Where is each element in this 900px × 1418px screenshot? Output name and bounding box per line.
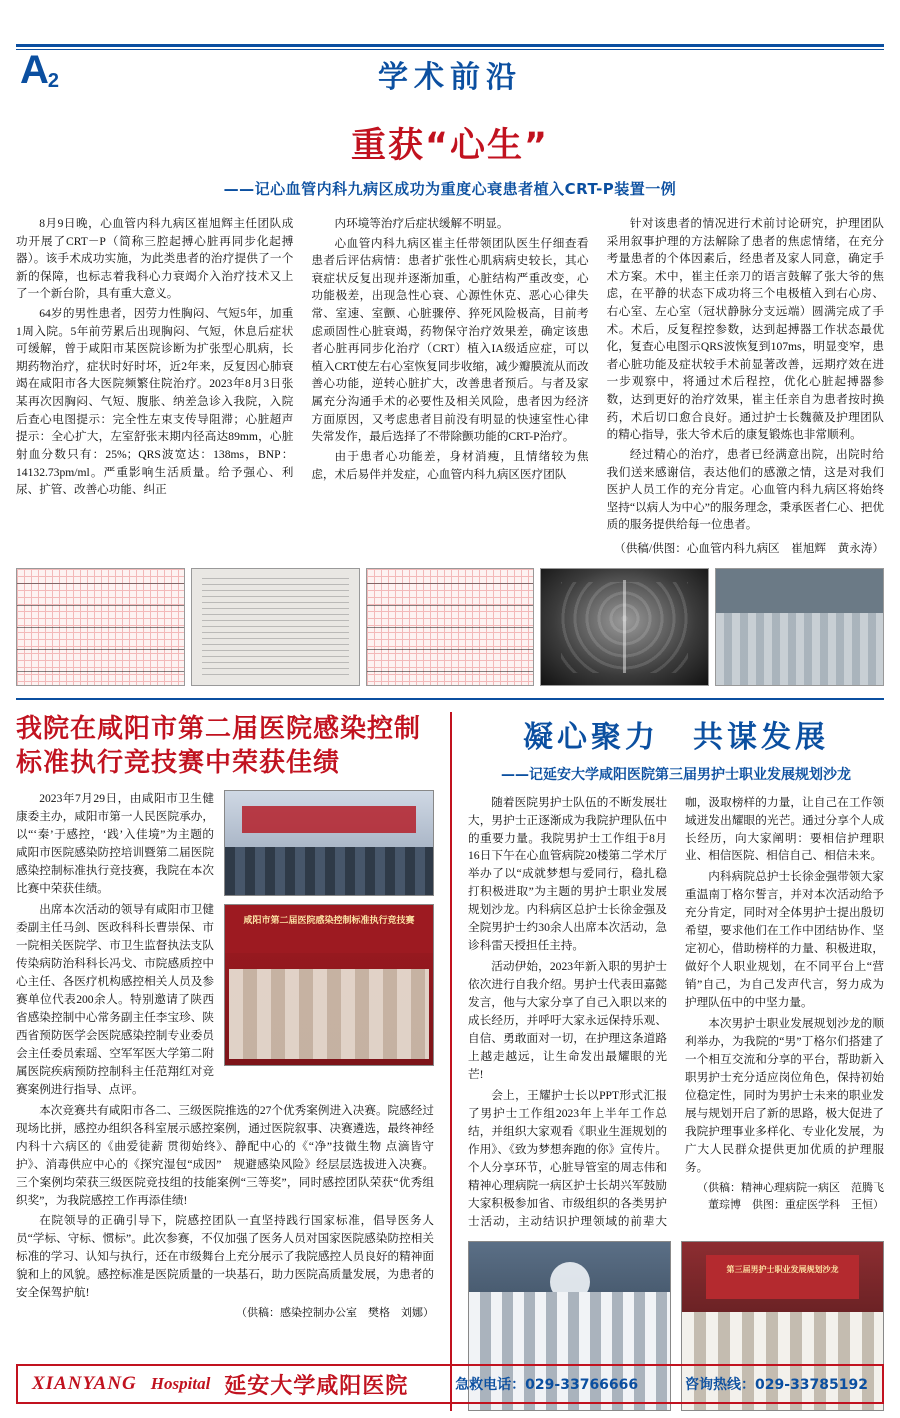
lead-credit: （供稿/供图：心血管内科九病区 崔旭辉 黄永涛） (614, 541, 884, 555)
conference-seats (225, 847, 433, 895)
right-article-credit: （供稿：精神心理病院一病区 范腾飞 董琮博 供图：重症医学科 王恒） (697, 1181, 895, 1211)
lead-column-2 (311, 215, 588, 560)
ecg-trace-2 (367, 569, 534, 685)
paragraph: 本次竞赛共有咸阳市各二、三级医院推选的27个优秀案例进入决赛。院感经过现场比拼，感控办组织各科室展示感控案例，通过医院叙事、决赛遴选，最终神经内科十六病区的《曲爱徒薪 贯彻始终》、静配中心的《“净”技微生物 点滴皆守护》、消毒供应中心的《探究湿包“成因” 规避感染风险》经层层选拔进入决赛。三个案例均荣获三级医院竞技组的技能案例“三等奖”，同时感控团队荣获“优秀组织奖”，为我院感控工作再添佳绩! (16, 1103, 434, 1207)
team-people (716, 613, 883, 685)
paragraph: 2023年7月29日，由咸阳市卫生健康委主办，咸阳市第一人民医院承办，以“‘秦’于感控，‘践’入佳境”为主题的咸阳市医院感染防控培训暨第二届医院感染控制标准执行竞技赛，我院在本次比赛中荣获佳绩。 (16, 792, 214, 896)
lead-photo-strip (16, 568, 884, 686)
ecg-photo-2 (366, 568, 535, 686)
emergency-phone: 急救电话：029-33766666 (455, 1377, 639, 1393)
masthead-rule-thin (16, 49, 884, 50)
footer-bar (16, 1364, 884, 1404)
left-article-headline: 我院在咸阳市第二届医院感染控制标准执行竞技赛中荣获佳绩 (16, 713, 422, 778)
ecg-photo (16, 568, 185, 686)
paragraph: 会上，王耀护士长以PPT形式汇报了男护士工作组2023年上半年工作总结，并组织大家观看《职业生涯规划的作用》、《致为梦想奔跑的你》宣传片。个人分享环节，心脏导管室的周志伟和精神心理病院一病区护士长胡兴军鼓励大家积极参加省、市级组织的各类男护士活动，主动结识护理领域的前辈大咖，汲取榜样的力量，让自己在工作领域迸发出耀眼的光芒。通过分享个人成长经历，向大家阐明：要相信护理职业、相信医院、相信自己、相信未来。 (468, 795, 884, 1228)
ecg-trace (17, 569, 184, 685)
left-article-body (16, 790, 434, 1322)
brand-hospital-en: Hospital (150, 1374, 211, 1393)
report-photo (191, 568, 360, 686)
section-divider (16, 698, 884, 700)
stage-screen (706, 1255, 859, 1299)
masthead-rule-thick (16, 44, 884, 47)
report-lines (202, 578, 349, 675)
award-people (229, 969, 429, 1059)
brand-city: XIANYANG (32, 1373, 137, 1394)
paragraph: 8月9日晚，心血管内科九病区崔旭辉主任团队成功开展了CRT－P（简称三腔起搏心脏再同步化起搏器）。该手术成功实施，为此类患者的治疗提供了一个新的保障，也标志着我科心力衰竭介入治疗技术又上了一个新台阶，具有重大意义。 (16, 217, 294, 301)
paragraph: 随着医院男护士队伍的不断发展壮大，男护士正逐渐成为我院护理队伍中的重要力量。我院男护士工作组于8月16日下午在心血管病院20楼第二学术厅举办了以“成就梦想与爱同行，稳扎稳打积极进取”为主题的男护士职业发展规划沙龙。内科病区总护士长徐金强及全院男护士约30余人出席本次活动，急诊科雷天授担任主持。 (468, 795, 667, 953)
award-stage (225, 905, 433, 953)
page-number-digit: 2 (47, 70, 59, 92)
left-article (16, 712, 434, 1411)
lead-columns (16, 215, 884, 560)
paragraph: 针对该患者的情况进行术前讨论研究，护理团队采用叙事护理的方法解除了患者的焦虑情绪，在充分考量患者的个体因素后，经患者及家人同意，确定手术方案。术中，崔主任亲刀的语言鼓解了张大爷的焦虑，在平静的状态下成功将三个电极植入到右心房、右心室、左心室（冠状静脉分支远端）圆满完成了手术。术后，反复程控参数，达到起搏器工作状态最优化，复查心电图示QRS波恢复到107ms，明显变窄，患者心脏功能及症状较手术前显著改善，远期疗效在进一步观察中，将通过术后程控，优化心脏起搏器参数，达到更好的治疗效果，崔主任亲自为患者按时换药，术后切口愈合良好。通过护士长魏薇及护理团队的精心指导，张大爷术后的康复锻炼也非常顺利。 (606, 217, 884, 442)
award-photo (224, 904, 434, 1066)
brand-hospital-cn: 延安大学咸阳医院 (224, 1373, 409, 1399)
xray-spine (623, 580, 626, 673)
hotline-phone: 咨询热线：029-33785192 (685, 1377, 868, 1393)
newspaper-page (0, 44, 900, 1418)
conference-photo (224, 790, 434, 896)
masthead (16, 44, 884, 100)
paragraph: 64岁的男性患者，因劳力性胸闷、气短5年，加重1周入院。5年前劳累后出现胸闷、气短，休息后症状可缓解，曾于咸阳市某医院诊断为扩张型心肌病，长期药物治疗，症状时好时坏，近2年来，反复因心肺衰竭在咸阳市各大医院频繁住院治疗。2023年8月3日张某再次因胸闷、气短、腹胀、纳差急诊入我院，入院后查心电图提示：完全性左束支传导阻滞；心脏超声提示：全心扩大，左室舒张末期内径高达89mm，心脏射血分数只有：25%；QRS波宽达：138ms，BNP：14132.73pm/ml。严重影响生活质量。给予强心、利尿、扩管、改善心功能、纠正 (16, 307, 294, 497)
paragraph: 心血管内科九病区崔主任带领团队医生仔细查看患者后评估病情：患者扩张性心肌病病史较长，其心衰症状反复出现并逐渐加重，心脏结构严重改变，心功能极差，出现急性心衰、心源性休克、恶心心律失常、室速、室颤、心脏骤停、猝死风险极高，目前考虑顽固性心脏衰竭，药物保守治疗效果差，确定该患者心脏再同步化治疗（CRT）植入IA级适应症，可以植入CRT使左右心室恢复同步收缩，减少瓣膜流从而改善心功能，逆转心脏扩大，改善患者预后。与者及家属充分沟通手术的必要性及相关风险，患者因为经济方面原因，又考虑患者目前没有明显的快速室性心律失常发作，最后选择了不带除颤功能的CRT-P治疗。 (311, 236, 589, 444)
section-title: 学术前沿 (378, 60, 522, 95)
column-separator (450, 712, 452, 1411)
chest-xray-photo (540, 568, 709, 686)
page-number-letter: A (20, 48, 48, 92)
right-article-subheadline: ——记延安大学咸阳医院第三届男护士职业发展规划沙龙 (501, 766, 851, 783)
paragraph: 内环境等治疗后症状缓解不明显。 (334, 217, 509, 230)
paragraph: 由于患者心功能差，身材消瘦，且情绪较为焦虑，术后易伴并发症，心血管内科九病区医疗团队 (311, 449, 589, 481)
conference-banner (242, 806, 417, 833)
left-article-credit: （供稿：感染控制办公室 樊格 刘娜） (236, 1307, 434, 1320)
lead-subheadline: ——记心血管内科九病区成功为重度心衰患者植入CRT-P装置一例 (223, 180, 677, 198)
team-photo (715, 568, 884, 686)
left-article-images (224, 790, 434, 1074)
paragraph: 在院领导的正确引导下，院感控团队一直坚持践行国家标准，倡导医务人员“学标、守标、惯标”。此次参赛，不仅加强了医务人员对国家医院感染防控相关标准的学习、认知与执行，还在市级舞台上充分展示了我院感控人员良好的精神面貌和上的风貌。感控标准是医院质量的一块基石，助力医院高质量发展，为患者的安全保驾护航! (16, 1214, 434, 1300)
paragraph: 活动伊始，2023年新入职的男护士依次进行自我介绍。男护士代表田嘉懿发言，他与大家分享了自己入职以来的成长经历，并呼吁大家永远保持乐观、自信、勇敢面对一切，在护理这条道路上越走越远，让生命发出最耀眼的光芒! (468, 960, 667, 1082)
right-article (468, 712, 895, 1411)
paragraph: 经过精心的治疗，患者已经满意出院，出院时给我们送来感谢信，表达他们的感激之情，这是对我们医护人员工作的充分肯定。心血管内科九病区将始终坚持“以病人为中心”的服务理念，秉承医者仁心、把优质的服务提供给每一位患者。 (606, 447, 884, 532)
stage-screen-text: 第三届男护士职业发展规划沙龙 (726, 1265, 839, 1275)
right-article-body (468, 794, 895, 1231)
lead-column-3 (607, 215, 884, 560)
lower-section (16, 712, 895, 1411)
right-article-headline: 凝心聚力 共谋发展 (523, 719, 829, 755)
paragraph: 本次男护士职业发展规划沙龙的顺利举办，为我院的“男”丁格尔们搭建了一个相互交流和分享的平台，帮助新入职男护士充分适应岗位角色，保持初始位稳定性，同时为男护士未来的职业发展与规划开启了新的思路，极大促进了我院护理事业多样化、专业化发展，为广大人民群众提供更加优质的护理服务。 (685, 1017, 884, 1174)
paragraph: 内科病院总护士长徐金强带领大家重温南丁格尔誓言，并对本次活动给予充分肯定，同时对全体男护士提出殷切希望，要求他们在工作中团结协作、坚定初心，借助榜样的力量、积极进取，做好个人职业规划，在不同平台上“营销”自己，为自己发声代言，努力成为护理队伍中的中坚力量。 (685, 870, 884, 1010)
lead-column-1 (16, 215, 293, 560)
paragraph: 出席本次活动的领导有咸阳市卫健委副主任马剑、医政科科长曹崇保、市一院相关医院学、市卫生监督执法支队传染病防治科科长冯戈、市院感质控中心主任、各医疗机构感控相关人员及参赛单位代表200余人。特别邀请了陕西省感染控制中心常务副主任李宝珍、陕西省预防医学会医院感染控制专业委员会主任委员索瑶、空军军医大学第二附属医院疾病预防控制科主任范翔红对竞赛案例进行指导、点评。 (16, 903, 214, 1096)
lead-headline: 重获“心生” (350, 126, 549, 166)
award-banner-text: 咸阳市第二届医院感染控制标准执行竞技赛 (243, 915, 415, 926)
